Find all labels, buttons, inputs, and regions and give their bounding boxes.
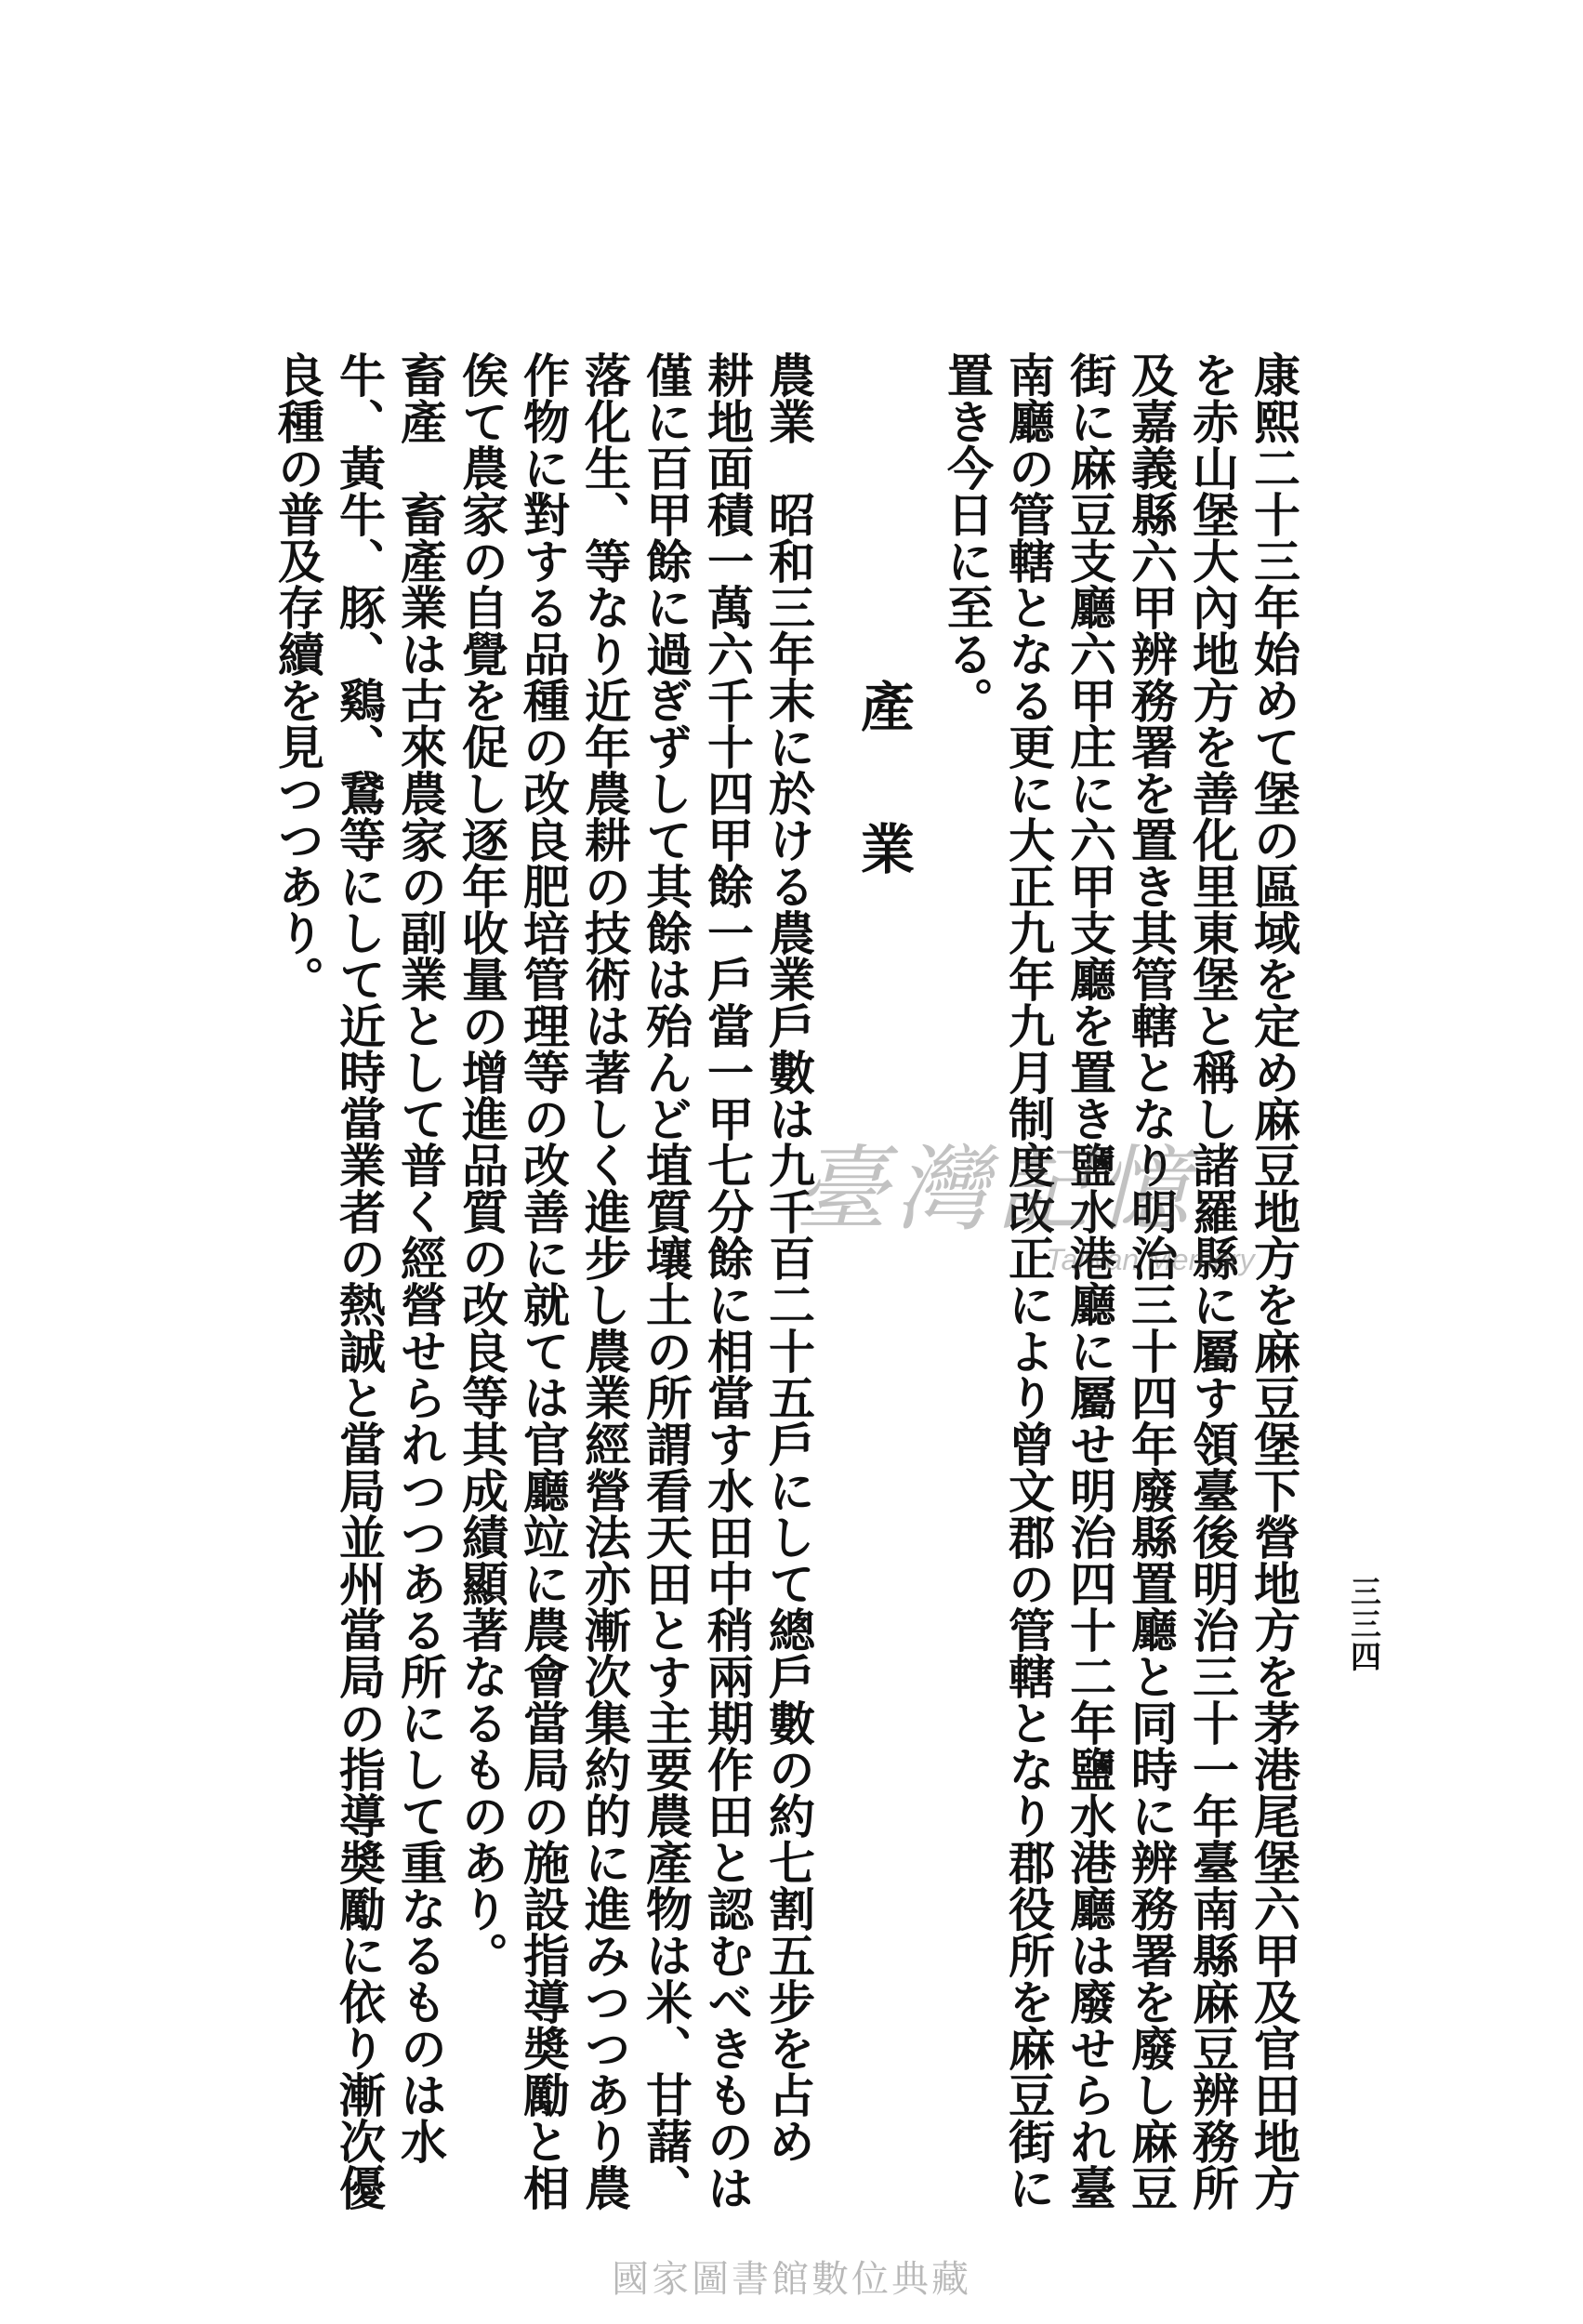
spacer xyxy=(819,351,858,1978)
section-heading: 產業 xyxy=(851,679,915,963)
text-column: 置き今日に至る。 xyxy=(940,351,995,723)
text-column: 牛、黃牛、豚、鷄、鵞等にして近時當業者の熱誠と當局並州當局の指導奬勵に依り漸次優 xyxy=(332,351,387,2211)
watermark-chinese: 臺灣記憶 xyxy=(795,1135,1196,1244)
text-column: を赤山堡大內地方を善化里東堡と稱し諸羅縣に屬す領臺後明治三十一年臺南縣麻豆辨務所 xyxy=(1185,351,1240,2211)
page-number: 三三四 xyxy=(1346,1576,1382,1673)
text-column: 良種の普及存續を見つつあり。 xyxy=(270,351,325,1002)
text-column: 農業 昭和三年末に於ける農業戶數は九千百二十五戶にして總戶數の約七割五步を占め xyxy=(761,351,816,2164)
text-column: 畜產 畜產業は古來農家の副業として普く經營せられつつある所にして重なるものは水 xyxy=(393,351,448,2164)
text-column: 俟て農家の自覺を促し逐年收量の增進品質の改良等其成績顯著なるものあり。 xyxy=(455,351,509,1978)
text-column: 康熙二十三年始めて堡の區域を定め麻豆地方を麻豆堡下營地方を茅港尾堡六甲及官田地方 xyxy=(1247,351,1301,2211)
watermark-english: Taiwan Memory xyxy=(1046,1243,1255,1276)
spacer xyxy=(858,351,897,1978)
text-column: 南廳の管轄となる更に大正九年九月制度改正により曾文郡の管轄となり郡役所を麻豆街に xyxy=(1001,351,1056,2211)
text-column: 落化生、等なり近年農耕の技術は著しく進步し農業經營法亦漸次集約的に進みつつあり農 xyxy=(577,351,632,2211)
body-text xyxy=(267,351,1304,2211)
text-column: 僅に百甲餘に過ぎずして其餘は殆んど埴質壤土の所謂看天田とす主要農產物は米、甘藷、 xyxy=(639,351,693,2211)
text-column: 街に麻豆支廳六甲庄に六甲支廳を置き鹽水港廳に屬せ明治四十二年鹽水港廳は廢せられ臺 xyxy=(1062,351,1117,2211)
text-column: 及嘉義縣六甲辨務署を置き其管轄となり明治三十四年廢縣置廳と同時に辨務署を廢し麻豆 xyxy=(1124,351,1179,2211)
text-column: 耕地面積一萬六千十四甲餘一戶當一甲七分餘に相當す水田中稍兩期作田と認むべきものは xyxy=(700,351,755,2211)
text-column: 作物に對する品種の改良肥培管理等の改善に就ては官廳竝に農會當局の施設指導奬勵と相 xyxy=(516,351,571,2211)
footer-credit: 國家圖書館數位典藏 xyxy=(0,2242,1583,2324)
spacer xyxy=(897,351,936,1978)
